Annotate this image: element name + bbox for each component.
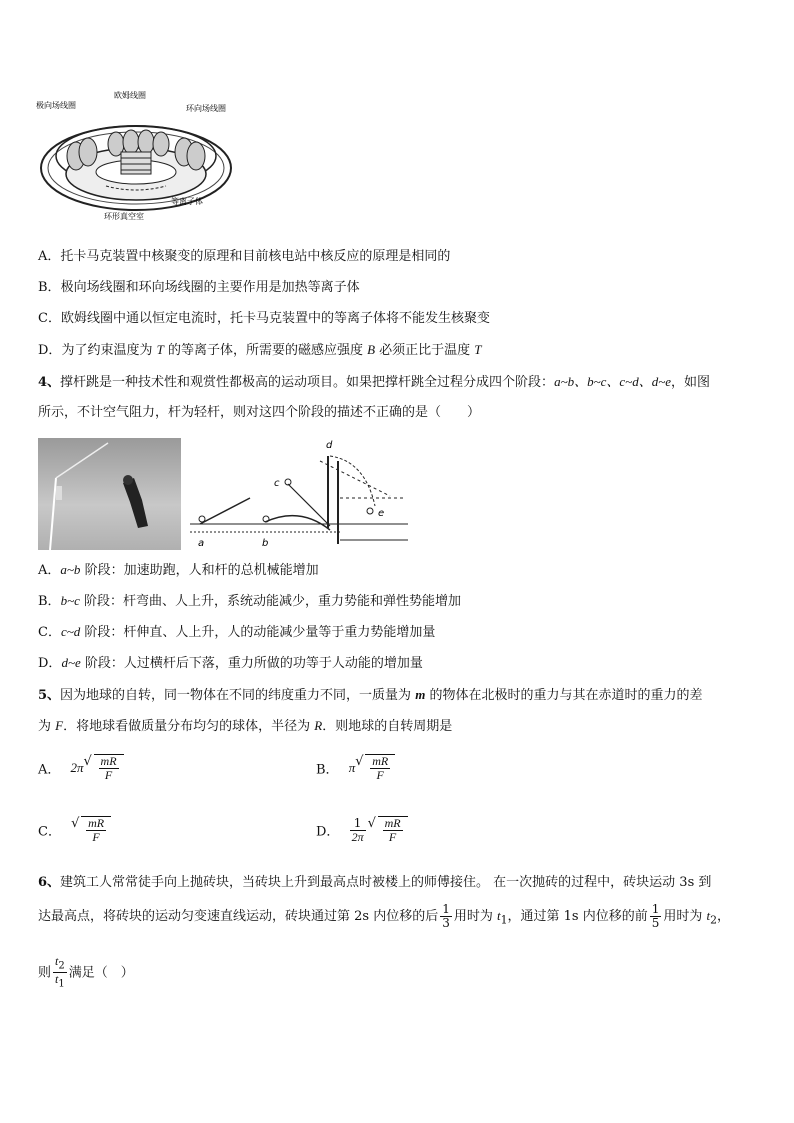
q6-stem-line3: 则 $\frac{t_2}{t_1}$ 满足（ ） [38, 954, 134, 990]
q6-stem-line2: 达最高点，将砖块的运动匀变速直线运动，砖块通过第 2s 内位移的后 $\frac{1}{3}$ 用时为 $t_1$，通过第 1s 内位移的前 $\frac{1}{5}$ 用时为 $t_2$， [38, 902, 731, 930]
q5-option-a: A． 2π √ $\frac{mR}{F}$ [38, 754, 124, 782]
label-b: b [262, 538, 269, 549]
q5-stem-line2: 为 F．将地球看做质量分布均匀的球体，半径为 R．则地球的自转周期是 [38, 718, 453, 734]
q3-option-c: C．欧姆线圈中通以恒定电流时，托卡马克装置中的等离子体将不能发生核聚变 [38, 311, 490, 326]
q5-option-d: D． $\frac{1}{2\pi}$ √ $\frac{mR}{F}$ [316, 816, 408, 844]
pole-vault-photo [38, 438, 181, 550]
q4-stem-line1: 4、撑杆跳是一种技术性和观赏性都极高的运动项目。如果把撑杆跳全过程分成四个阶段：a~b、b~c、c~d、d~e，如图 [38, 374, 711, 390]
label-vacuum-chamber: 环形真空室 [104, 212, 144, 221]
label-polar-coil: 极向场线圈 [36, 101, 76, 110]
label-a: a [198, 538, 205, 549]
q4-stem-line2: 所示，不计空气阻力，杆为轻杆，则对这四个阶段的描述不正确的是（ ） [38, 405, 481, 420]
label-e: e [378, 508, 385, 519]
q3-option-d: D．为了约束温度为 T 的等离子体，所需要的磁感应强度 B 必须正比于温度 T [38, 342, 482, 358]
pole-vault-diagram [190, 436, 415, 554]
label-d: d [326, 440, 333, 451]
q4-option-d: D．d~e 阶段：人过横杆后下落，重力所做的功等于人动能的增加量 [38, 655, 423, 671]
label-ohmic-coil: 欧姆线圈 [114, 91, 146, 100]
q4-option-c: C．c~d 阶段：杆伸直、人上升，人的动能减少量等于重力势能增加量 [38, 624, 436, 640]
q4-option-b: B．b~c 阶段：杆弯曲、人上升，系统动能减少，重力势能和弹性势能增加 [38, 593, 462, 609]
q3-option-a: A．托卡马克装置中核聚变的原理和目前核电站中核反应的原理是相同的 [38, 249, 451, 264]
q6-stem-line1: 6、建筑工人常常徒手向上抛砖块，当砖块上升到最高点时被楼上的师傅接住。 在一次抛砖的过程中，砖块运动 3s 到 [38, 875, 712, 890]
q3-option-b: B．极向场线圈和环向场线圈的主要作用是加热等离子体 [38, 280, 360, 295]
q5-option-b: B． π √ $\frac{mR}{F}$ [316, 754, 395, 782]
label-plasma: 等离子体 [171, 197, 203, 206]
tokamak-figure [36, 86, 246, 226]
q4-option-a: A．a~b 阶段：加速助跑，人和杆的总机械能增加 [38, 562, 319, 578]
label-toroidal-coil: 环向场线圈 [186, 104, 226, 113]
q5-stem-line1: 5、因为地球的自转，同一物体在不同的纬度重力不同，一质量为 m 的物体在北极时的重力与其在赤道时的重力的差 [38, 687, 703, 703]
q5-option-c: C． √ $\frac{mR}{F}$ [38, 816, 111, 844]
label-c: c [274, 478, 280, 489]
